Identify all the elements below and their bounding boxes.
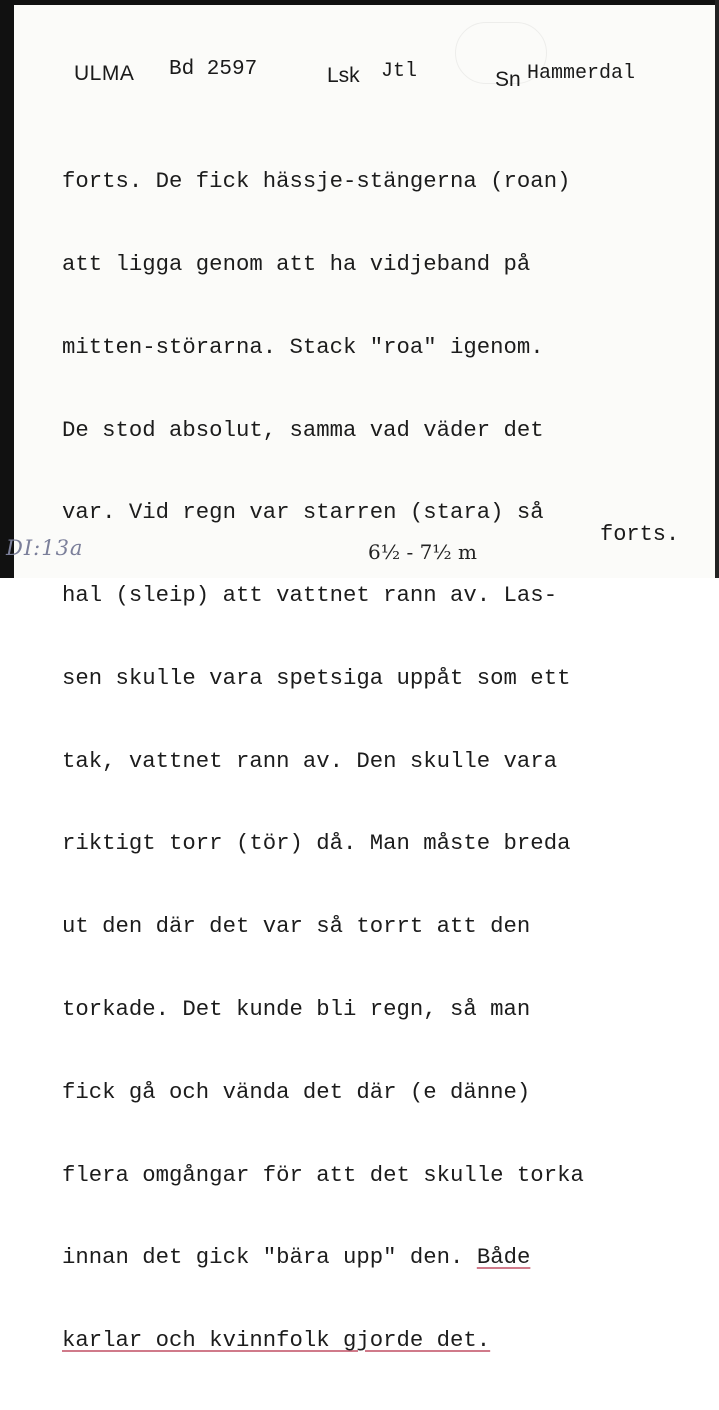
text-line-5: var. Vid regn var starren (stara) så: [62, 499, 544, 526]
text-line-12: fick gå och vända det där (e dänne): [62, 1078, 531, 1105]
text-line-3: mitten-störarna. Stack "roa" igenom.: [62, 333, 544, 360]
parish-value: Hammerdal: [527, 62, 636, 85]
text-line-4: De stod absolut, samma vad väder det: [62, 416, 544, 443]
underlined-text-a: Både: [476, 1244, 531, 1271]
text-line-6: hal (sleip) att vattnet rann av. Las-: [62, 582, 558, 609]
card-header: [0, 58, 719, 94]
text-line-8: tak, vattnet rann av. Den skulle vara: [62, 747, 558, 774]
text-line-14-plain: innan det gick "bära upp" den.: [62, 1244, 464, 1271]
text-line-9: riktigt torr (tör) då. Man måste breda: [62, 830, 571, 857]
county-value: Jtl: [381, 60, 418, 83]
scan-edge-top: [0, 0, 719, 5]
text-line-7: sen skulle vara spetsiga uppåt som ett: [62, 664, 571, 691]
card-body-text: [62, 113, 702, 1410]
text-line-10: ut den där det var så torrt att den: [62, 913, 531, 940]
text-line-11: torkade. Det kunde bli regn, så man: [62, 996, 531, 1022]
page-range: 6½ - 7½ m: [368, 540, 478, 564]
underlined-text-b: karlar och kvinnfolk gjorde det.: [62, 1327, 491, 1354]
text-line-13: flera omgångar för att det skulle torka: [62, 1161, 584, 1188]
archive-name: ULMA: [74, 62, 135, 85]
volume-number: Bd 2597: [169, 58, 258, 81]
text-line-2: att ligga genom att ha vidjeband på: [62, 250, 531, 277]
county-label: Lsk: [327, 64, 360, 87]
continuation-note: forts.: [600, 522, 680, 547]
text-line-14: [62, 1244, 702, 1272]
text-line-1: forts. De fick hässje-stängerna (roan): [62, 168, 571, 195]
parish-label: Sn: [495, 68, 521, 91]
handwritten-reference: DI:13a: [6, 536, 84, 560]
text-line-15: [62, 1327, 702, 1355]
